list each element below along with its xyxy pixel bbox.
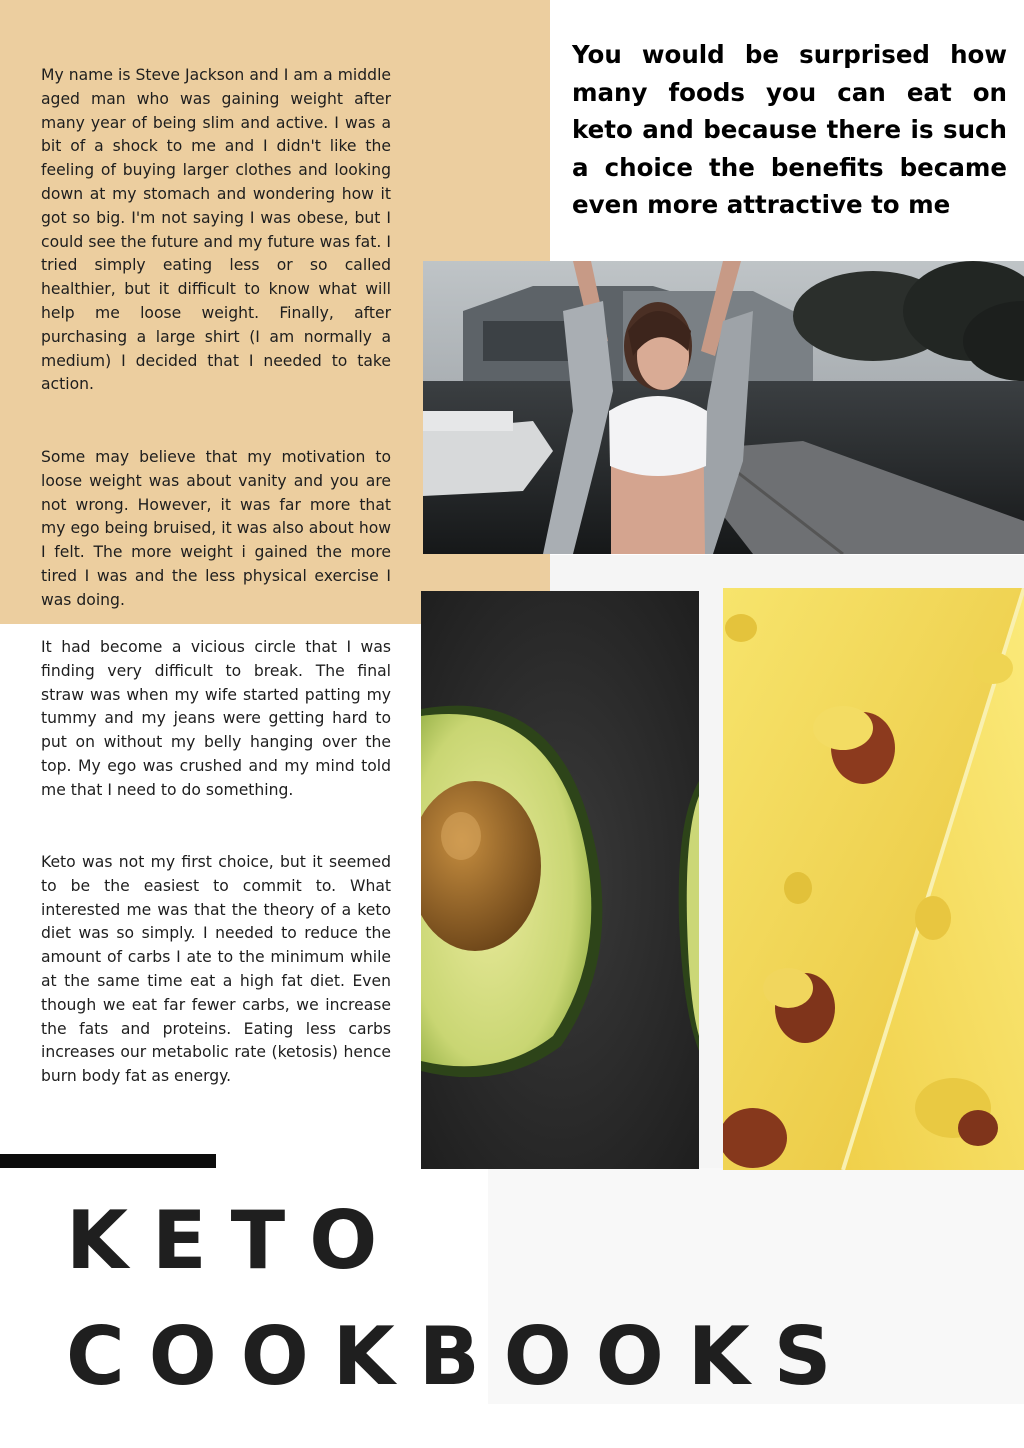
story-paragraph-4: Keto was not my first choice, but it seemed to be the easiest to commit to. What interested me was that the theory of a keto diet was so simply. I needed to reduce the amount of carbs I ate to the minimum while at the same time eat a high fat diet. Even though we eat far fewer carbs, we increase the fats and proteins. Eating less carbs increases our metabolic rate (ketosis) hence burn body fat as energy. [41, 853, 391, 1086]
story-paragraph-3: It had become a vicious circle that I was finding very difficult to break. The final straw was when my wife started patting my tummy and my jeans were getting hard to put on without my belly hanging over the top. My ego was crushed and my mind told me that I need to do something. [41, 638, 391, 799]
title-keto: KETO [66, 1194, 402, 1287]
headline-quote: You would be surprised how many foods you can eat on keto and because there is such a choice the benefits became even more attractive to me [572, 40, 1007, 219]
story-paragraph-2: Some may believe that my motivation to loose weight was about vanity and you are not wrong. However, it was far more that my ego being bruised, it was also about how I felt. The more weight i gained the more tired I was and the less physical exercise I was doing. [41, 448, 391, 609]
woman-stretching-photo [423, 261, 1024, 554]
story-paragraph-1: My name is Steve Jackson and I am a middle aged man who was gaining weight after many year of being slim and active. I was a bit of a shock to me and I didn't like the feeling of buying larger clothes and looking down at my stomach and wondering how it got so big. I'm not saying I was obese, but I could see the future and my future was fat. I tried simply eating less or so called healthier, but it difficult to know what will help me loose weight. Finally, after purchasing a large shirt (I am normally a medium) I decided that I needed to take action. [41, 66, 391, 394]
title-cookbooks: COOKBOOKS [66, 1310, 856, 1403]
cheese-photo [723, 588, 1024, 1170]
accent-bar [0, 1154, 216, 1168]
avocado-photo [421, 591, 699, 1169]
